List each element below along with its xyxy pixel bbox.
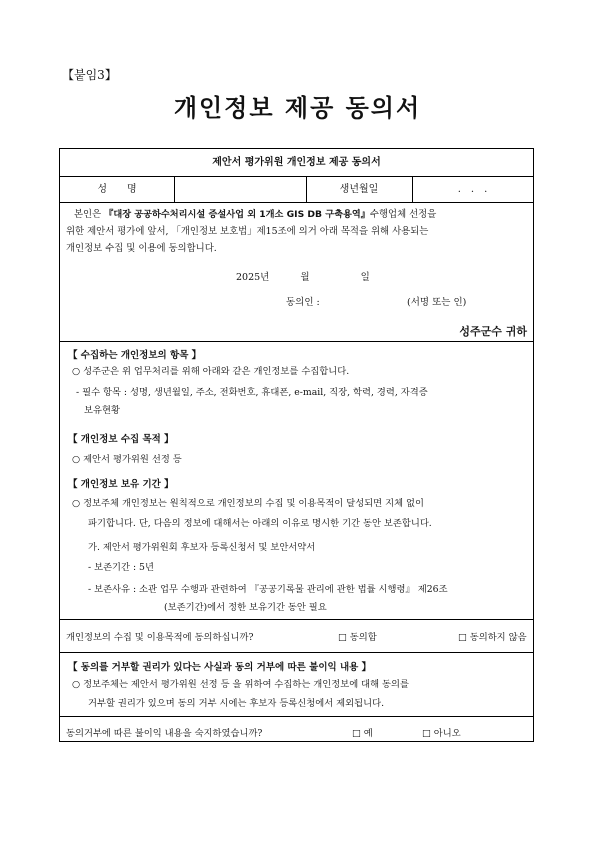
purpose-heading: 【 개인정보 수집 목적 】 bbox=[68, 434, 174, 445]
form-heading: 제안서 평가위원 개인정보 제공 동의서 bbox=[212, 157, 381, 168]
attachment-label: 【붙임3】 bbox=[62, 68, 117, 82]
retention-text: - 보존사유 : 소관 업무 수행과 관련하여 『공공기록물 관리에 관한 법률 시행령』 제26조 bbox=[88, 584, 448, 595]
retention-text: 가. 제안서 평가위원회 후보자 등록신청서 및 보안서약서 bbox=[88, 542, 316, 553]
consent-statement bbox=[60, 206, 533, 257]
consent-date bbox=[236, 269, 370, 283]
items-heading: 【 수집하는 개인정보의 항목 】 bbox=[68, 350, 202, 361]
refusal-text: 거부할 권리가 있으며 동의 거부 시에는 후보자 등록신청에서 제외됩니다. bbox=[88, 698, 385, 709]
refusal-text: ○ 정보주체는 제안서 평가위원 선정 등 을 위하여 수집하는 개인정보에 대해 동의를 bbox=[72, 679, 409, 690]
consent-form bbox=[59, 148, 534, 742]
name-label: 성 명 bbox=[97, 184, 137, 195]
identity-row bbox=[60, 177, 533, 202]
birth-label: 생년월일 bbox=[339, 184, 379, 195]
project-name: 『대장 공공하수처리시설 증설사업 외 1개소 GIS DB 구축용역』 bbox=[104, 209, 370, 220]
divider bbox=[60, 341, 533, 342]
date-year: 2025년 bbox=[236, 272, 270, 283]
agree-checkbox[interactable]: □ 동의함 bbox=[338, 632, 377, 643]
retention-text: ○ 정보주체 개인정보는 원칙적으로 개인정보의 수집 및 이용목적이 달성되면 지체 없이 bbox=[72, 498, 424, 509]
consent-text: 개인정보 수집 및 이용에 동의합니다. bbox=[66, 243, 217, 254]
retention-text: (보존기간)에서 정한 보유기간 동안 필요 bbox=[164, 602, 327, 613]
yes-checkbox[interactable]: □ 예 bbox=[352, 728, 373, 739]
retention-text: - 보존기간 : 5년 bbox=[88, 562, 154, 573]
items-text: 보유현황 bbox=[84, 405, 120, 416]
signature-mark: (서명 또는 인) bbox=[407, 297, 467, 308]
signer-label: 동의인 : bbox=[286, 297, 320, 308]
name-field[interactable] bbox=[174, 177, 306, 202]
purpose-text: ○ 제안서 평가위원 선정 등 bbox=[72, 454, 182, 465]
question-acknowledge: 동의거부에 따른 불이익 내용을 숙지하였습니까? bbox=[66, 728, 263, 739]
consent-prefix: 본인은 bbox=[74, 209, 105, 220]
retention-heading: 【 개인정보 보유 기간 】 bbox=[68, 479, 174, 490]
consent-text: 위한 제안서 평가에 앞서, 「개인정보 보호법」제15조에 의거 아래 목적을 위해 사용되는 bbox=[66, 226, 429, 237]
disagree-checkbox[interactable]: □ 동의하지 않음 bbox=[458, 632, 527, 643]
consent-text: 수행업체 선정을 bbox=[369, 209, 437, 220]
items-text: ○ 성주군은 위 업무처리를 위해 아래와 같은 개인정보를 수집합니다. bbox=[72, 366, 350, 377]
date-day: 일 bbox=[360, 272, 370, 283]
items-text: - 필수 항목 : 성명, 생년월일, 주소, 전화번호, 휴대폰, e-mail, 직장, 학력, 경력, 자격증 bbox=[76, 387, 428, 398]
divider bbox=[60, 202, 533, 203]
retention-text: 파기합니다. 단, 다음의 정보에 대해서는 아래의 이유로 명시한 기간 동안 보존합니다. bbox=[88, 518, 432, 529]
document-title: 개인정보 제공 동의서 bbox=[173, 94, 422, 122]
birth-field[interactable]: . . . bbox=[457, 184, 488, 195]
divider bbox=[60, 652, 533, 653]
date-month: 월 bbox=[300, 272, 310, 283]
question-consent: 개인정보의 수집 및 이용목적에 동의하십니까? bbox=[66, 632, 254, 643]
no-checkbox[interactable]: □ 아니오 bbox=[422, 728, 461, 739]
refusal-heading: 【 동의를 거부할 권리가 있다는 사실과 동의 거부에 따른 불이익 내용 】 bbox=[68, 662, 372, 673]
recipient: 성주군수 귀하 bbox=[459, 325, 527, 338]
divider bbox=[60, 619, 533, 620]
divider bbox=[60, 716, 533, 717]
